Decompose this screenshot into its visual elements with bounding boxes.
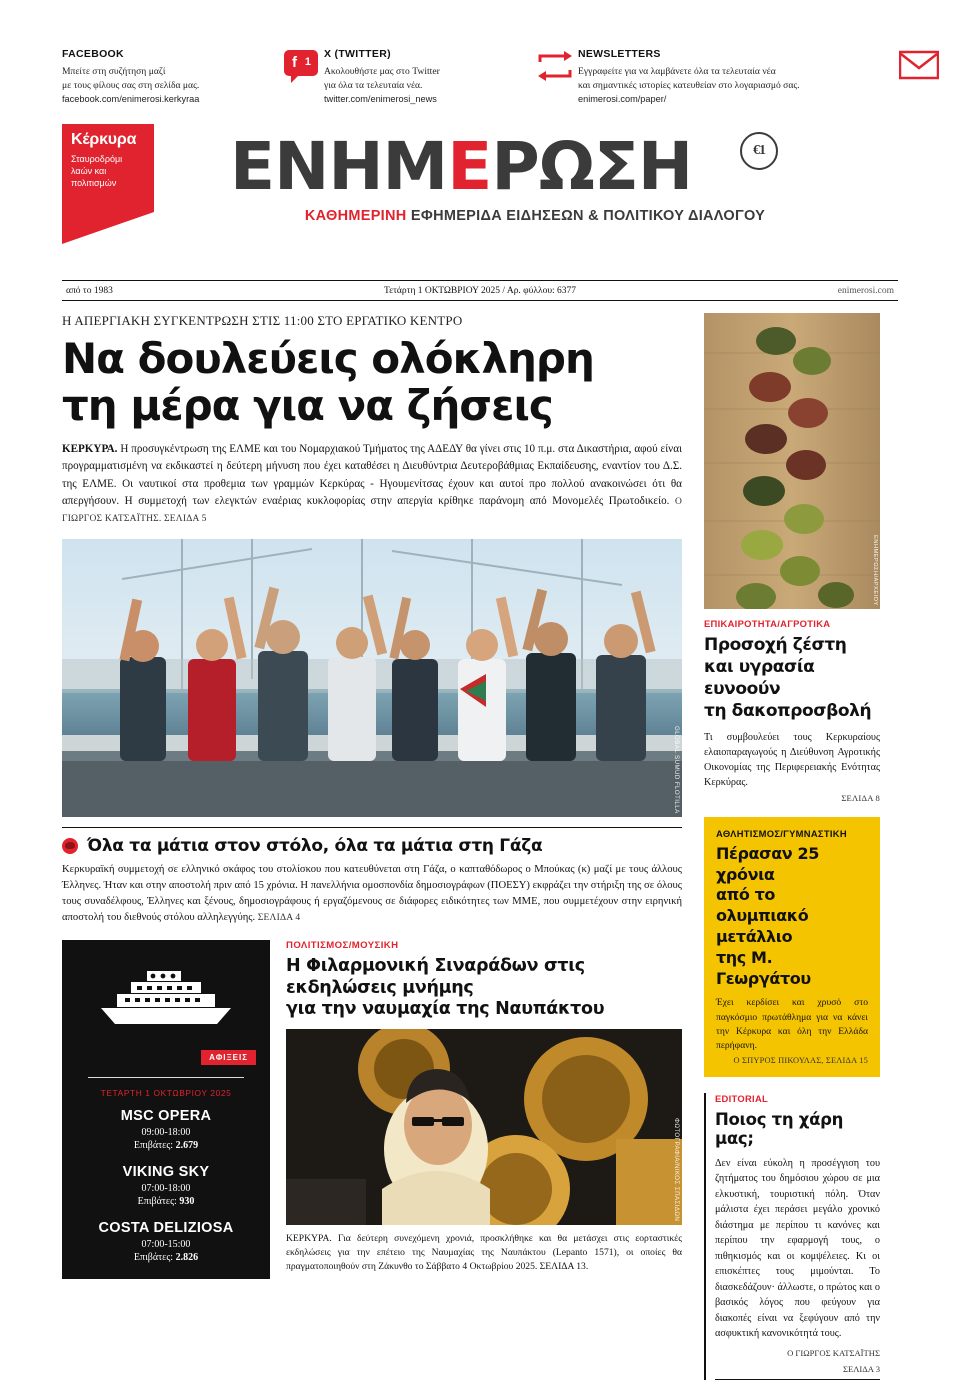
lead-body-text: Η προσυγκέντρωση της ΕΛΜΕ και του Νομαρχιακού Τμήματος της ΑΔΕΔΥ θα γίνει στις 10 π.μ. στα Δικαστήρια, αφού είναι προγραμματισμένη να εκδικαστεί η δεύτερη μήνυση που έχει καταθέσει η Διευθύντρια Δευτεροβάθμιας Εκπαίδευσης, εναντίον του Δ.Σ. της ΕΛΜΕ. Οι ναυτικοί στα προθεμια των γραμμών Κερκύρας - Ηγουμενίτσας έχουν και αυτοί προ πολλού ανακοινώσει ότι θα απεργήσουν. Η συμμετοχή των ελεγκτών εναέριας κυκλοφορίας στην απεργία κρίθηκε παράνομη από Μονομελές Πρωτοδικείο. bbox=[62, 443, 682, 507]
olive-category: ΕΠΙΚΑΙΡΟΤΗΤΑ/ΑΓΡΟΤΙΚΑ bbox=[704, 618, 831, 630]
cruise-list-item bbox=[62, 1108, 270, 1151]
envelope-icon bbox=[896, 48, 942, 80]
logo-olive-mark: Ε bbox=[447, 128, 492, 206]
website-url[interactable]: enimerosi.com bbox=[837, 285, 894, 296]
olive-ref: ΣΕΛΙΔΑ 8 bbox=[841, 792, 880, 803]
sports-title-line3: μετάλλιο bbox=[716, 926, 793, 946]
newspaper-logo bbox=[230, 128, 830, 225]
cruise-pax-label: Επιβάτες: bbox=[133, 1251, 174, 1263]
olive-title bbox=[704, 634, 880, 722]
cruise-date: ΤΕΤΑΡΤΗ 1 ΟΚΤΩΒΡΙΟΥ 2025 bbox=[100, 1087, 232, 1098]
social-newsletter-line1: Εγγραφείτε για να λαμβάνετε όλα τα τελευταία νέα bbox=[578, 66, 776, 77]
cruise-list-item bbox=[62, 1164, 270, 1207]
culture-title-line1: Η Φιλαρμονική Σιναράδων στις εκδηλώσεις μνήμης bbox=[286, 955, 585, 998]
social-facebook-link[interactable]: facebook.com/enimerosi.kerkyraa bbox=[62, 93, 200, 104]
olive-title-line1: Προσοχή ζέστη bbox=[704, 635, 847, 656]
social-facebook-line1: Μπείτε στη συζήτηση μαζί bbox=[62, 66, 166, 77]
social-promo-bar bbox=[0, 0, 960, 106]
culture-category: ΠΟΛΙΤΙΣΜΟΣ/ΜΟΥΣΙΚΗ bbox=[286, 939, 399, 951]
cruise-ship-name: COSTA DELIZIOSA bbox=[98, 1219, 234, 1236]
olive-title-line3: τη δακοπροσβολή bbox=[704, 701, 872, 722]
sports-title bbox=[716, 844, 868, 990]
lead-headline-line2: τη μέρα για να ζήσεις bbox=[62, 381, 553, 431]
flotilla-title: Όλα τα μάτια στον στόλο, όλα τα μάτια στη Γάζα bbox=[87, 836, 543, 857]
culture-story bbox=[286, 940, 682, 1279]
social-twitter-link[interactable]: twitter.com/enimerosi_news bbox=[324, 93, 437, 104]
culture-title bbox=[286, 956, 682, 1022]
editorial-bottom-rule bbox=[715, 1379, 880, 1380]
social-twitter-block[interactable] bbox=[324, 48, 578, 106]
culture-caption: ΚΕΡΚΥΡΑ. Για δεύτερη συνεχόμενη χρονιά, προσκλήθηκε και θα μετάσχει στις εορταστικές εκδηλώσεις για την επέτειο της Ναυμαχίας της Ναυπάκτου (Lepanto 1571), οι οποίες θα πραγματοποιηθούν στη Ζάκυνθο το Σάββατο 4 Οκτωβρίου 2025. ΣΕΛΙΔΑ 13. bbox=[286, 1233, 682, 1273]
bottom-row bbox=[62, 940, 682, 1279]
flotilla-body bbox=[62, 862, 682, 926]
sports-title-line1: Πέρασαν 25 χρόνια bbox=[716, 843, 819, 884]
lead-byline: Ο ΓΙΩΡΓΟΣ ΚΑΤΣΑΪΤΗΣ. ΣΕΛΙΔΑ 5 bbox=[62, 496, 682, 524]
sports-body: Έχει κερδίσει και χρυσό στο παγκόσμιο πρωτάθλημα για να κάνει την Κέρκυρα και όλη την Ελλάδα περήφανη. bbox=[716, 997, 868, 1052]
social-newsletter-block[interactable] bbox=[578, 48, 942, 106]
lead-headline-line1: Να δουλεύεις ολόκληρη bbox=[62, 334, 594, 384]
date-bar bbox=[62, 280, 898, 301]
culture-photo-credit: ΦΩΤΟΓΡΑΦΙΑ/ΝΙΚΟΣ ΣΠΑΣΙΔΩΝ bbox=[673, 1118, 680, 1222]
cruise-ship-name: VIKING SKY bbox=[122, 1163, 210, 1180]
cruise-ship-name: MSC OPERA bbox=[120, 1107, 212, 1124]
cruise-ship-pax bbox=[62, 1140, 270, 1151]
olive-photo bbox=[704, 313, 880, 609]
sports-title-line4: της Μ. Γεωργάτου bbox=[716, 947, 811, 988]
social-newsletter-line2: και σημαντικές ιστορίες κατευθείαν στο λογαριασμό σας. bbox=[578, 79, 800, 91]
twitter-retweet-icon bbox=[532, 48, 578, 82]
lead-photo-credit: GLOBAL SUMUD FLOTILLA bbox=[673, 725, 680, 814]
cruise-ship-pax bbox=[62, 1196, 270, 1207]
logo-part-2: ΡΩΣΗ bbox=[491, 128, 693, 206]
cruise-ship-time: 07:00-18:00 bbox=[141, 1182, 191, 1194]
social-facebook-block[interactable] bbox=[62, 48, 324, 106]
lead-headline bbox=[62, 335, 682, 429]
sports-box bbox=[704, 817, 880, 1077]
editorial-ref: ΣΕΛΙΔΑ 3 bbox=[842, 1363, 880, 1374]
cruise-pax-value: 2.826 bbox=[175, 1251, 199, 1263]
cruise-ship-pax bbox=[62, 1252, 270, 1263]
editorial-category: EDITORIAL bbox=[715, 1092, 769, 1104]
lead-kicker: Η ΑΠΕΡΓΙΑΚΗ ΣΥΓΚΕΝΤΡΩΣΗ ΣΤΙΣ 11:00 ΣΤΟ ΕΡΓΑΤΙΚΟ ΚΕΝΤΡΟ bbox=[62, 313, 463, 329]
facebook-f-glyph: f bbox=[292, 54, 297, 71]
cruise-pax-value: 930 bbox=[179, 1195, 195, 1207]
social-twitter-title: X (TWITTER) bbox=[324, 48, 391, 60]
editorial-signature: Ο ΓΙΩΡΓΟΣ ΚΑΤΣΑΪΤΗΣ bbox=[787, 1347, 880, 1358]
lead-photo bbox=[62, 539, 682, 817]
sports-title-line2: από το ολυμπιακό bbox=[716, 885, 809, 926]
editorial-body: Δεν είναι εύκολη η προσέγγιση του ζητήματος του δημόσιου χώρου σε μια ελκυστική, τουριστική πόλη. Όταν μάλιστα έχει περάσει μεγάλο χρονικό διάστημα με περίπου τι κανόνες και περίπου την εφαρμογή τους, ο πιθηκισμός και οι κομψέλειες. Κι οι επισκέπτες τους μιμούνται. Το διασκεδάζουν· άλλωστε, ο πρώτος και ο βασικός λόγος που φεύγουν για διακοπές είναι να ξεφύγουν από την ασφυκτική κανονικότητά τους. bbox=[715, 1157, 880, 1340]
cruise-arrivals-box bbox=[62, 940, 270, 1279]
divider-after-lead-photo bbox=[62, 827, 682, 828]
flotilla-ref: ΣΕΛΙΔΑ 4 bbox=[257, 912, 301, 923]
flotilla-heading-row bbox=[62, 836, 682, 856]
olive-bullet-icon bbox=[62, 838, 78, 854]
logo-subtitle-red: ΚΑΘΗΜΕΡΙΝΗ bbox=[304, 208, 407, 225]
sports-ref: Ο ΣΠΥΡΟΣ ΠΙΚΟΥΛΑΣ, ΣΕΛΙΔΑ 15 bbox=[733, 1055, 868, 1065]
main-content bbox=[62, 313, 898, 1388]
cruise-pax-label: Επιβάτες: bbox=[133, 1139, 174, 1151]
price-badge: €1 bbox=[740, 132, 778, 170]
sports-category: ΑΘΛΗΤΙΣΜΟΣ/ΓΥΜΝΑΣΤΙΚΗ bbox=[716, 827, 847, 839]
olive-title-line2: και υγρασία ευνοούν bbox=[704, 657, 815, 700]
kerkyra-flag bbox=[62, 124, 154, 212]
kerkyra-flag-subtitle: Σταυροδρόμι λαών και πολιτισμών bbox=[71, 154, 123, 189]
logo-part-1: ΕΝΗΜ bbox=[230, 128, 448, 206]
olive-body: Τι συμβουλεύει τους Κερκυραίους ελαιοπαραγωγούς η Διεύθυνση Αγροτικής Οικονομίας της Περιφερειακής Ενότητας Κερκύρας. bbox=[704, 731, 880, 789]
social-twitter-line2: για όλα τα τελευταία νέα. bbox=[324, 79, 423, 91]
issue-date: Τετάρτη 1 ΟΚΤΩΒΡΙΟΥ 2025 / Αρ. φύλλου: 6377 bbox=[383, 285, 577, 296]
olive-photo-credit: ΕΝΗΜΕΡΩΣΗ/ΑΡΧΕΙΟΥ bbox=[872, 534, 878, 606]
lead-dateline: ΚΕΡΚΥΡΑ. bbox=[62, 443, 118, 456]
founded-year: από το 1983 bbox=[66, 285, 113, 296]
facebook-bubble-icon bbox=[278, 48, 324, 76]
social-newsletter-link[interactable]: enimerosi.com/paper/ bbox=[578, 93, 667, 104]
flotilla-body-text: Κερκυραϊκή συμμετοχή σε ελληνικό σκάφος του στολίσκου που κατευθύνεται στη Γάζα, ο καπταθόδωρος ο Μπούκας (κ) μαζί με τους άλλους Έλληνες. Ήταν και στην αποστολή πριν από 15 χρόνια. Η πανελλήνια ομοσπονδία δημοσιογράφων (ΠΟΕΣΥ) εκφράζει την στήριξη της σε όλους τους συναδέλφους, Έλληνες και ξένους, δημοσιογράφους ή εργαζόμενους σε διάφορες ειδικότητες των ΜΜΕ, που συμμετέχουν στην ειρηνική αποστολή του διεθνούς στόλου αλληλεγγύης. bbox=[62, 864, 682, 923]
right-column bbox=[704, 313, 880, 1388]
logo-subtitle-rest: ΕΦΗΜΕΡΙΔΑ ΕΙΔΗΣΕΩΝ & ΠΟΛΙΤΙΚΟΥ ΔΙΑΛΟΓΟΥ bbox=[410, 208, 766, 225]
cruise-ship-icon bbox=[62, 940, 270, 1043]
social-facebook-title: FACEBOOK bbox=[62, 48, 124, 60]
social-facebook-line2: με τους φίλους σας στη σελίδα μας. bbox=[62, 79, 200, 91]
left-column bbox=[62, 313, 682, 1388]
cruise-ship-time: 07:00-15:00 bbox=[141, 1238, 191, 1250]
social-twitter-line1: Ακολουθήστε μας στο Twitter bbox=[324, 66, 440, 77]
kerkyra-flag-tail bbox=[62, 212, 154, 244]
facebook-badge-count: 1 bbox=[304, 56, 311, 68]
cruise-ship-time: 09:00-18:00 bbox=[141, 1126, 191, 1138]
cruise-list-item bbox=[62, 1220, 270, 1263]
masthead bbox=[0, 124, 960, 274]
cruise-divider bbox=[88, 1077, 244, 1078]
editorial-title: Ποιος τη χάρη μας; bbox=[715, 1109, 844, 1148]
culture-title-line2: για την ναυμαχία της Ναυπάκτου bbox=[286, 999, 605, 1020]
editorial-block bbox=[704, 1093, 880, 1380]
cruise-pax-label: Επιβάτες: bbox=[137, 1195, 177, 1207]
social-newsletter-title: NEWSLETTERS bbox=[578, 48, 661, 60]
cruise-pax-value: 2.679 bbox=[175, 1139, 199, 1151]
cruise-arrivals-badge: ΑΦΙΞΕΙΣ bbox=[62, 1047, 270, 1065]
lead-body bbox=[62, 441, 682, 527]
kerkyra-flag-title: Κέρκυρα bbox=[71, 131, 137, 149]
culture-photo bbox=[286, 1029, 682, 1225]
